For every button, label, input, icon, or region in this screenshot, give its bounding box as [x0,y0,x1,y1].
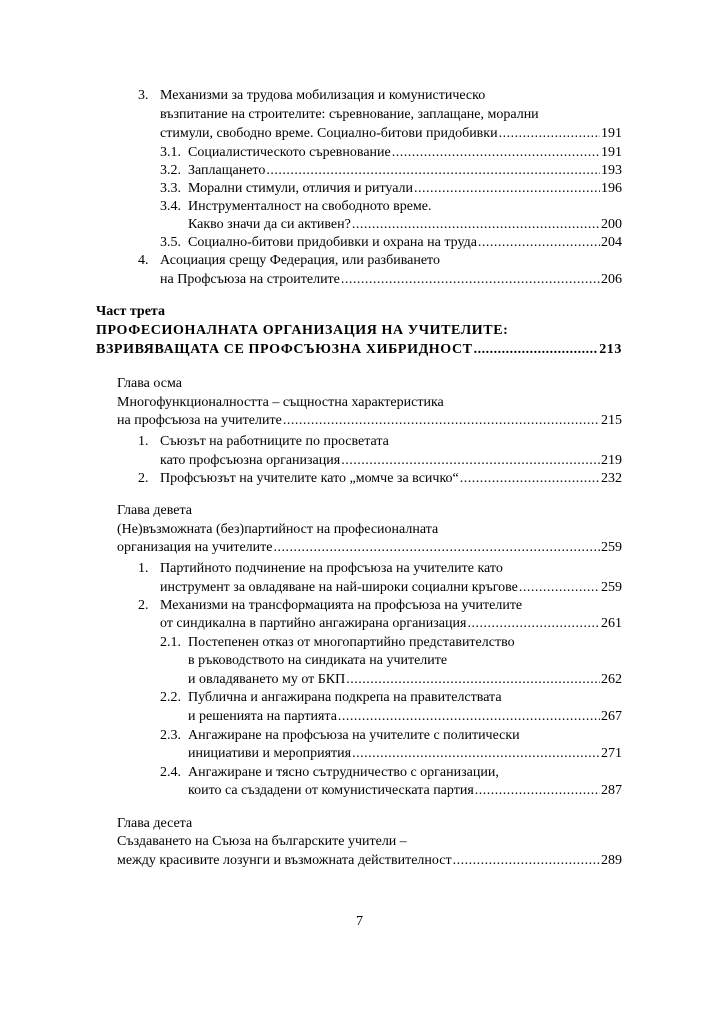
dot-leader [453,852,600,870]
dot-leader [352,745,600,763]
toc-entry[interactable] [188,144,622,162]
toc-item-number: 3.1. [160,145,181,160]
toc-page-number: 267 [601,709,622,724]
toc-entry[interactable] [160,125,622,143]
toc-entry[interactable] [188,216,622,234]
toc-entry-title: инструмент за овладяване на най-широки социални кръгове [160,580,518,595]
toc-item-text: Постепенен отказ от многопартийно представителство [188,635,515,650]
dot-leader [283,412,600,430]
toc-entry-title: организация на учителите [117,540,273,555]
toc-entry[interactable] [117,539,622,557]
toc-item-number: 4. [138,253,149,268]
chapter-label: Глава девета [117,503,192,518]
toc-item-number: 2. [138,471,149,486]
toc-item-text: Механизми за трудова мобилизация и комунистическо [160,88,486,103]
toc-page-number: 259 [601,580,622,595]
toc-page-number: 206 [601,272,622,287]
toc-page-number: 271 [601,746,622,761]
toc-item-text: Съюзът на работниците по просветата [160,434,389,449]
toc-entry[interactable] [188,180,622,198]
dot-leader [341,271,600,289]
toc-page-number: 204 [601,235,622,250]
toc-page-number: 191 [601,126,622,141]
chapter-label: Глава осма [117,376,182,391]
toc-item-number: 3. [138,88,149,103]
toc-page-number: 193 [601,163,622,178]
toc-entry[interactable] [188,234,622,252]
dot-leader [478,234,600,252]
chapter-title: Създаването на Съюза на българските учители – [117,834,407,849]
toc-page-number: 287 [601,783,622,798]
dot-leader [499,125,600,143]
dot-leader [474,341,599,359]
toc-page-number: 259 [601,540,622,555]
toc-entry[interactable] [188,708,622,726]
toc-entry[interactable] [160,579,622,597]
toc-item-text: Ангажиране и тясно сътрудничество с организации, [188,765,499,780]
toc-entry-title: и овладяването му от БКП [188,672,346,687]
toc-entry[interactable] [160,615,622,633]
toc-item-text: в ръководството на синдиката на учителите [188,653,448,668]
dot-leader [266,162,600,180]
toc-entry[interactable] [188,782,622,800]
toc-item-number: 2.2. [160,690,181,705]
toc-entry-title: между красивите лозунги и възможната действителност [117,853,452,868]
toc-item-number: 2. [138,598,149,613]
toc-page-number: 232 [601,471,622,486]
page-number: 7 [356,914,363,929]
toc-item-number: 3.5. [160,235,181,250]
toc-entry-title: Социалистическото съревнование [188,145,391,160]
dot-leader [519,579,600,597]
dot-leader [352,216,600,234]
toc-item-text: Инструменталност на свободното време. [188,199,432,214]
toc-item-text: Партийното подчинение на профсъюза на учителите като [160,561,503,576]
part-label: Част трета [96,304,165,319]
toc-page-number: 213 [599,342,622,357]
toc-entry-title: като профсъюзна организация [160,453,341,468]
toc-entry-title: стимули, свободно време. Социално-битови придобивки [160,126,498,141]
toc-item-text: Механизми на трансформацията на профсъюза на учителите [160,598,523,613]
dot-leader [460,470,600,488]
part-title: ПРОФЕСИОНАЛНАТА ОРГАНИЗАЦИЯ НА УЧИТЕЛИТЕ: [96,323,509,338]
toc-entry[interactable] [188,162,622,180]
toc-entry-title: ВЗРИВЯВАЩАТА СЕ ПРОФСЪЮЗНА ХИБРИДНОСТ [96,342,473,357]
toc-item-text: Публична и ангажирана подкрепа на правителствата [188,690,502,705]
chapter-title: (Не)възможната (без)партийност на професионалната [117,522,439,537]
toc-item-number: 3.3. [160,181,181,196]
toc-entry[interactable] [117,852,622,870]
toc-entry-title: на профсъюза на учителите [117,413,282,428]
toc-entry-title: и решенията на партията [188,709,337,724]
toc-entry-title: Профсъюзът на учителите като „момче за всичко“ [160,471,459,486]
toc-entry[interactable] [188,745,622,763]
toc-entry-title: от синдикална в партийно ангажирана организация [160,616,467,631]
dot-leader [392,144,600,162]
toc-page-number: 219 [601,453,622,468]
toc-entry[interactable] [96,341,622,359]
toc-entry[interactable] [160,271,622,289]
toc-entry[interactable] [188,671,622,689]
toc-item-number: 3.2. [160,163,181,178]
toc-item-number: 1. [138,561,149,576]
toc-item-number: 1. [138,434,149,449]
toc-entry-title: Какво значи да си активен? [188,217,351,232]
dot-leader [338,708,600,726]
toc-item-number: 2.3. [160,728,181,743]
toc-entry-title: на Профсъюза на строителите [160,272,340,287]
toc-item-number: 3.4. [160,199,181,214]
toc-entry-title: които са създадени от комунистическата партия [188,783,474,798]
toc-item-text: възпитание на строителите: съревнование, заплащане, морални [160,107,539,122]
dot-leader [467,615,600,633]
toc-item-text: Ангажиране на профсъюза на учителите с политически [188,728,520,743]
dot-leader [346,671,600,689]
toc-page-number: 191 [601,145,622,160]
chapter-label: Глава десета [117,816,193,831]
toc-page-number: 289 [601,853,622,868]
toc-page-number: 261 [601,616,622,631]
dot-leader [414,180,600,198]
dot-leader [274,539,601,557]
dot-leader [341,452,600,470]
toc-entry[interactable] [117,412,622,430]
toc-page-number: 262 [601,672,622,687]
toc-entry-title: инициативи и мероприятия [188,746,352,761]
toc-entry-title: Заплащането [188,163,266,178]
toc-entry-title: Морални стимули, отличия и ритуали [188,181,414,196]
chapter-title: Многофункционалността – същностна характеристика [117,395,444,410]
toc-page-number: 200 [601,217,622,232]
toc-entry[interactable] [160,470,622,488]
toc-item-text: Асоциация срещу Федерация, или разбиването [160,253,440,268]
toc-page-number: 215 [601,413,622,428]
toc-page-number: 196 [601,181,622,196]
toc-entry-title: Социално-битови придобивки и охрана на труда [188,235,477,250]
toc-item-number: 2.4. [160,765,181,780]
toc-item-number: 2.1. [160,635,181,650]
toc-entry[interactable] [160,452,622,470]
dot-leader [475,782,600,800]
